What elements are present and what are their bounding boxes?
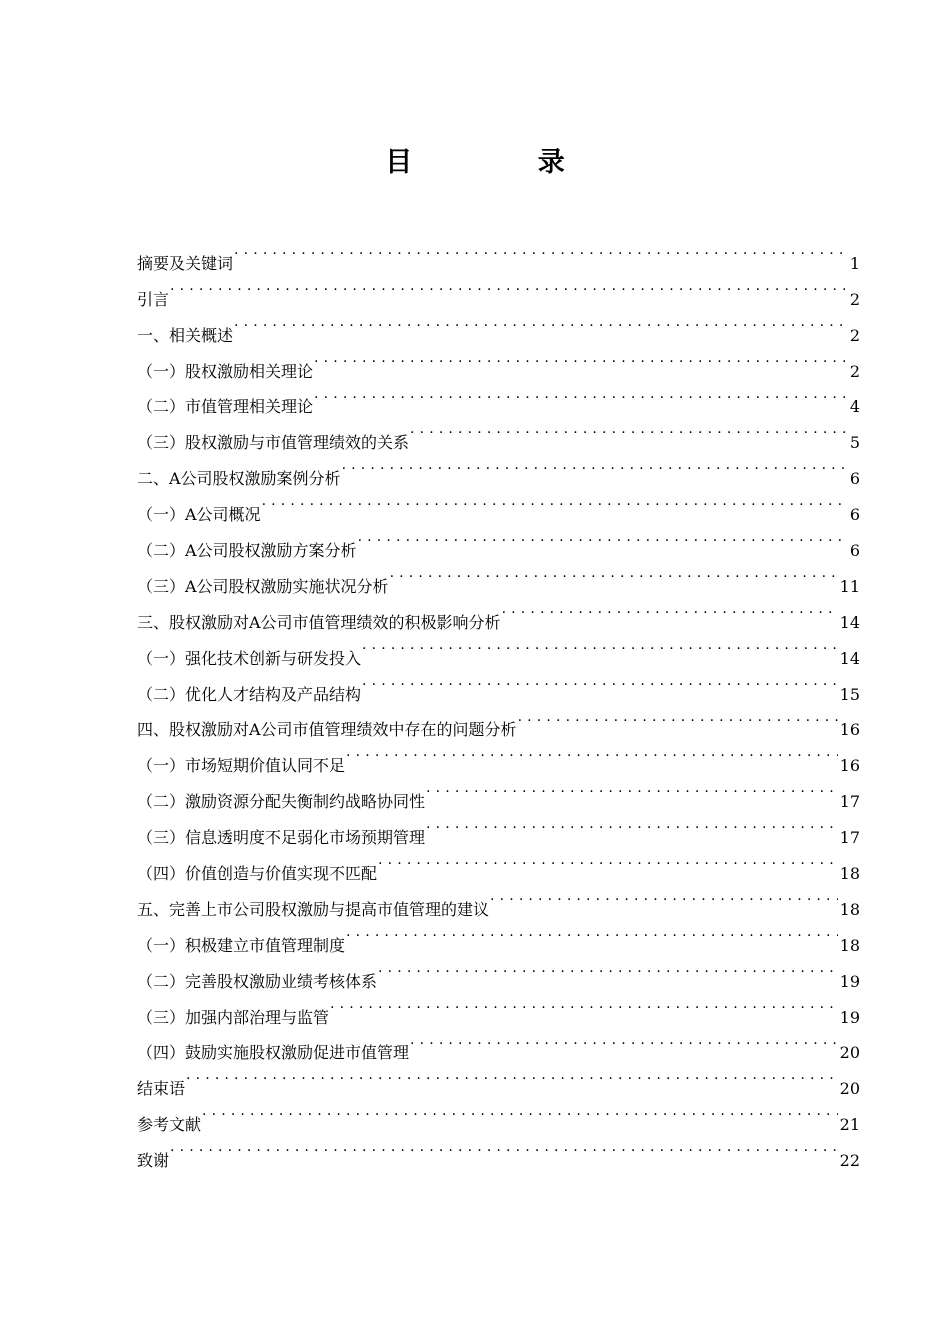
toc-dot-leader xyxy=(426,807,838,843)
toc-entry-page-number: 2 xyxy=(849,325,860,345)
toc-entry-label: （一）积极建立市值管理制度 xyxy=(137,935,346,955)
toc-entry[interactable] xyxy=(137,269,860,309)
toc-dot-leader xyxy=(490,879,838,915)
toc-entry-page-number: 2 xyxy=(849,289,860,309)
toc-entry-page-number: 5 xyxy=(849,433,860,453)
toc-entry-label: （二）A公司股权激励方案分析 xyxy=(137,541,357,561)
toc-entry[interactable] xyxy=(137,1058,860,1099)
toc-entry-label: （一）强化技术创新与研发投入 xyxy=(137,648,362,668)
toc-dot-leader xyxy=(234,233,848,269)
toc-entry-label: 引言 xyxy=(137,289,170,309)
toc-dot-leader xyxy=(202,1094,838,1130)
toc-entry-label: 四、股权激励对A公司市值管理绩效中存在的问题分析 xyxy=(137,720,517,740)
toc-title: 目 录 xyxy=(385,147,623,178)
toc-dot-leader xyxy=(314,377,848,413)
toc-entry-label: （三）信息透明度不足弱化市场预期管理 xyxy=(137,828,426,848)
toc-entry[interactable] xyxy=(137,1094,860,1135)
toc-entry-label: （二）市值管理相关理论 xyxy=(137,397,314,417)
toc-entry-page-number: 6 xyxy=(849,541,860,561)
toc-dot-leader xyxy=(362,664,838,700)
toc-dot-leader xyxy=(262,484,848,520)
toc-dot-leader xyxy=(390,556,838,592)
toc-entry-page-number: 1 xyxy=(849,253,860,273)
toc-dot-leader xyxy=(170,269,848,305)
toc-entry-label: （四）鼓励实施股权激励促进市值管理 xyxy=(137,1043,410,1063)
toc-entry-label: 五、完善上市公司股权激励与提高市值管理的建议 xyxy=(137,899,490,919)
toc-dot-leader xyxy=(234,305,848,341)
toc-dot-leader xyxy=(358,520,848,556)
toc-dot-leader xyxy=(362,628,838,664)
toc-entry-page-number: 18 xyxy=(839,935,860,955)
toc-dot-leader xyxy=(518,700,838,736)
toc-entry-label: 一、相关概述 xyxy=(137,325,234,345)
toc-dot-leader xyxy=(410,412,848,448)
toc-entry-page-number: 19 xyxy=(839,1007,860,1027)
toc-entry-label: 三、股权激励对A公司市值管理绩效的积极影响分析 xyxy=(137,612,501,632)
toc-entry-label: （三）股权激励与市值管理绩效的关系 xyxy=(137,433,410,453)
toc-entry-label: （三）A公司股权激励实施状况分析 xyxy=(137,576,389,596)
toc-entry-label: （二）完善股权激励业绩考核体系 xyxy=(137,971,378,991)
toc-dot-leader xyxy=(426,771,838,807)
toc-entry-page-number: 11 xyxy=(839,576,860,596)
toc-entry-label: （二）激励资源分配失衡制约战略协同性 xyxy=(137,792,426,812)
toc-entry-page-number: 21 xyxy=(839,1115,860,1135)
toc-entry-page-number: 15 xyxy=(839,684,860,704)
toc-entry[interactable] xyxy=(137,305,860,345)
toc-dot-leader xyxy=(378,843,838,879)
toc-entry-label: （三）加强内部治理与监管 xyxy=(137,1007,330,1027)
toc-entry-label: （一）市场短期价值认同不足 xyxy=(137,756,346,776)
toc-entry-page-number: 18 xyxy=(839,864,860,884)
toc-dot-leader xyxy=(186,1058,838,1094)
toc-entry-label: 结束语 xyxy=(137,1079,186,1099)
toc-entry-label: 致谢 xyxy=(137,1151,170,1171)
toc-dot-leader xyxy=(170,1130,838,1166)
toc-entry-label: （四）价值创造与价值实现不匹配 xyxy=(137,864,378,884)
toc-dot-leader xyxy=(314,341,848,377)
toc-dot-leader xyxy=(346,915,838,951)
toc-entry-page-number: 20 xyxy=(839,1079,860,1099)
toc-entry-page-number: 14 xyxy=(839,612,860,632)
toc-entry-page-number: 20 xyxy=(839,1043,860,1063)
toc-entry-page-number: 6 xyxy=(849,469,860,489)
toc-entry-label: （一）股权激励相关理论 xyxy=(137,361,314,381)
toc-entry-label: （一）A公司概况 xyxy=(137,505,261,525)
toc-dot-leader xyxy=(378,951,838,987)
toc-entry-page-number: 16 xyxy=(839,720,860,740)
toc-entry-label: （二）优化人才结构及产品结构 xyxy=(137,684,362,704)
toc-entry-page-number: 22 xyxy=(839,1151,860,1171)
toc-entry-label: 参考文献 xyxy=(137,1115,202,1135)
table-of-contents xyxy=(137,233,860,1171)
toc-entry[interactable] xyxy=(137,1130,860,1171)
toc-entry-label: 摘要及关键词 xyxy=(137,253,234,273)
toc-entry-page-number: 19 xyxy=(839,971,860,991)
toc-entry-page-number: 18 xyxy=(839,899,860,919)
toc-dot-leader xyxy=(342,448,848,484)
toc-dot-leader xyxy=(330,987,838,1023)
toc-entry-label: 二、A公司股权激励案例分析 xyxy=(137,469,341,489)
toc-entry-page-number: 17 xyxy=(839,828,860,848)
toc-entry-page-number: 6 xyxy=(849,505,860,525)
toc-entry-page-number: 2 xyxy=(849,361,860,381)
toc-dot-leader xyxy=(410,1023,838,1059)
toc-entry[interactable] xyxy=(137,341,860,381)
toc-entry-page-number: 17 xyxy=(839,792,860,812)
toc-dot-leader xyxy=(502,592,838,628)
toc-entry-page-number: 4 xyxy=(849,397,860,417)
toc-entry[interactable] xyxy=(137,233,860,273)
toc-dot-leader xyxy=(346,735,838,771)
toc-entry-page-number: 14 xyxy=(839,648,860,668)
toc-entry-page-number: 16 xyxy=(839,756,860,776)
